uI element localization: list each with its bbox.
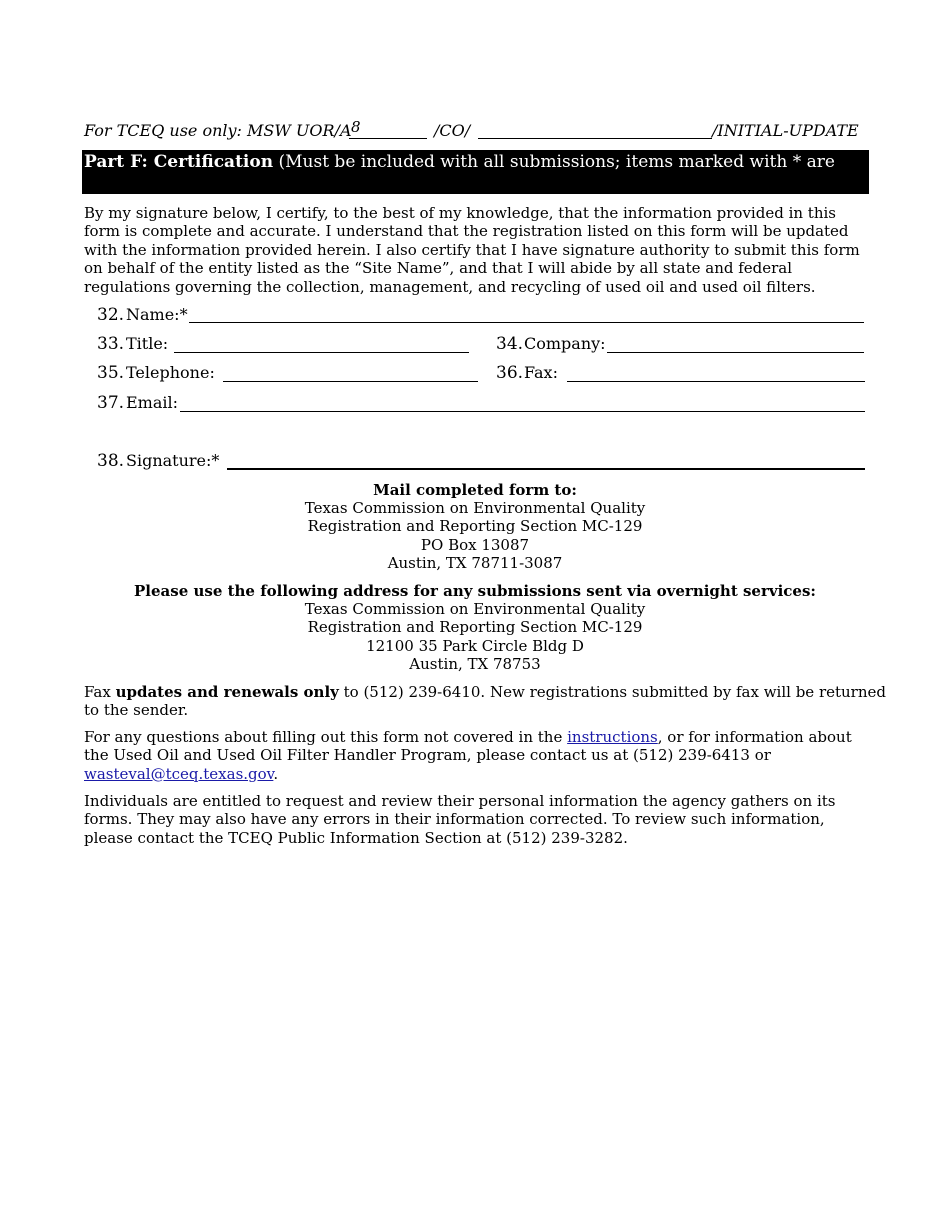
section-title: Part F: Certification [84,152,274,172]
certification-paragraph [84,204,860,296]
certification-line: on behalf of the entity listed as the “Site Name”, and that I will abide by all state and federal [84,259,793,278]
address-line: Registration and Reporting Section MC-129 [307,618,643,637]
field-number: 33. [97,334,125,354]
address-line: Texas Commission on Environmental Quality [304,499,646,518]
signature-label: Signature:* [126,451,220,470]
questions-text: For any questions about filling out this form not covered in the [84,728,568,746]
uor-number-value: 8 [351,118,361,136]
overnight-address-block [84,582,866,673]
certification-line: form is complete and accurate. I understand that the registration listed on this form will be updated [84,222,849,241]
name-field-row [97,305,867,327]
certification-line: with the information provided herein. I also certify that I have signature authority to submit this form [84,240,860,259]
privacy-line: Individuals are entitled to request and review their personal information the agency gathers on its [84,792,836,810]
field-number: 36. [496,363,524,383]
address-line: Registration and Reporting Section MC-129 [307,517,643,536]
telephone-input[interactable] [223,381,478,382]
email-link[interactable]: wasteval@tceq.texas.gov [84,764,274,783]
fax-note-emphasis: updates and renewals only [115,683,339,701]
co-number-field[interactable] [478,138,712,139]
fax-note-paragraph [84,683,886,720]
privacy-paragraph [84,792,864,847]
co-label: /CO/ [434,121,471,140]
company-input[interactable] [607,352,864,353]
fax-label: Fax: [524,363,558,382]
privacy-line: please contact the TCEQ Public Information Section at (512) 239-3282. [84,828,628,847]
address-line: Austin, TX 78753 [409,654,541,673]
fax-input[interactable] [567,381,865,382]
address-line: PO Box 13087 [420,535,530,554]
certification-line: regulations governing the collection, management, and recycling of used oil and used oil filters. [84,277,816,296]
certification-line: By my signature below, I certify, to the best of my knowledge, that the information provided in this [84,204,836,222]
mail-heading: Mail completed form to: [373,481,577,499]
questions-text: the Used Oil and Used Oil Filter Handler Program, please contact us at (512) 239-6413 or [84,746,771,765]
fax-note-text: Fax [84,683,116,701]
overnight-heading: Please use the following address for any submissions sent via overnight services: [134,582,816,600]
questions-paragraph [84,728,864,783]
name-input[interactable] [189,322,864,323]
field-number: 34. [496,334,524,354]
address-line: 12100 35 Park Circle Bldg D [366,636,584,655]
uor-number-field[interactable] [349,138,427,139]
section-header-bar [82,150,869,194]
email-label: Email: [126,393,179,412]
address-line: Austin, TX 78711-3087 [387,553,563,572]
initial-update-label: /INITIAL-UPDATE [712,121,859,140]
field-number: 37. [97,393,125,413]
section-subtitle: (Must be included with all submissions; items marked with * are [278,152,835,172]
field-number: 32. [97,305,125,325]
mail-address-block [84,481,866,572]
field-number: 35. [97,363,125,383]
company-label: Company: [524,334,606,353]
email-input[interactable] [180,411,865,412]
instructions-link[interactable]: instructions [567,728,658,746]
signature-input[interactable] [227,468,865,470]
questions-text: . [273,764,279,783]
title-input[interactable] [174,352,469,353]
fax-note-text: to (512) 239-6410. New registrations submitted by fax will be returned [338,683,886,701]
tceq-use-line [84,120,860,142]
questions-text: , or for information about [657,728,852,746]
name-label: Name:* [126,305,188,324]
title-label: Title: [126,334,169,353]
field-number: 38. [97,451,125,471]
telephone-label: Telephone: [126,363,215,382]
address-line: Texas Commission on Environmental Quality [304,600,646,619]
fax-note-text: to the sender. [84,701,189,720]
privacy-line: forms. They may also have any errors in their information corrected. To review such information, [84,810,825,829]
tceq-use-prefix: For TCEQ use only: MSW UOR/A [84,121,352,140]
